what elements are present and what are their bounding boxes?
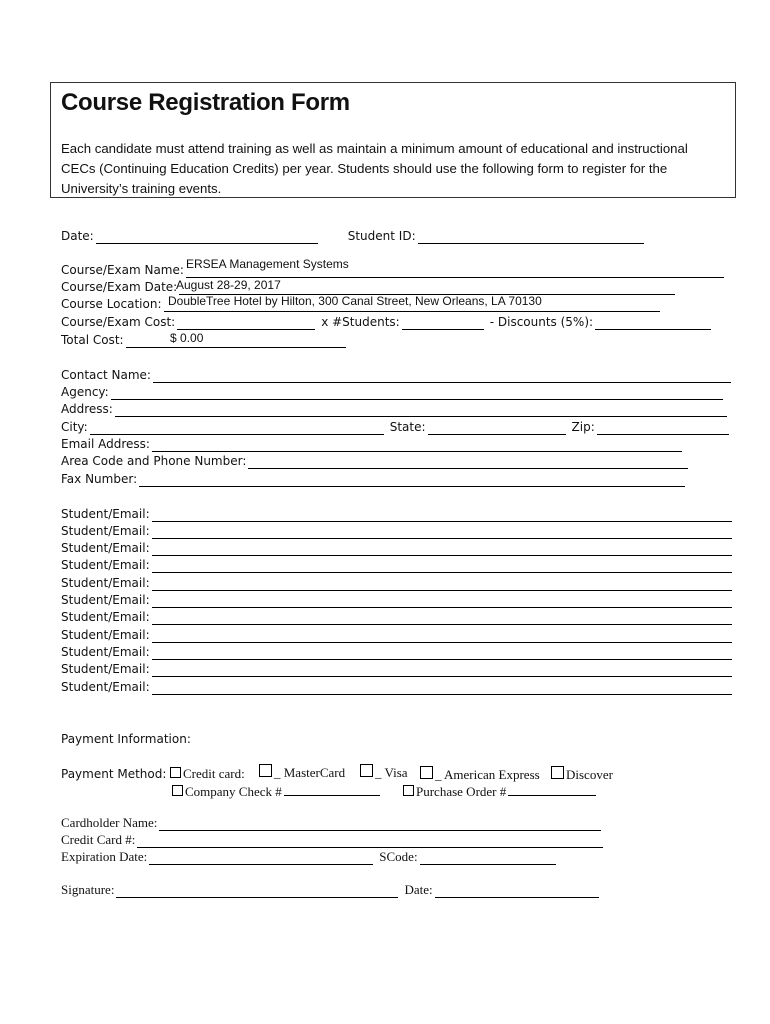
- signature-field[interactable]: [116, 884, 398, 898]
- expiration-label: Expiration Date:: [61, 849, 148, 864]
- payment-method-label: Payment Method:: [61, 767, 167, 781]
- email-row: [61, 436, 682, 452]
- purchase-order-option[interactable]: [403, 783, 596, 800]
- address-label: Address:: [61, 402, 113, 416]
- expiration-row: [61, 849, 556, 865]
- visa-label: _ Visa: [375, 765, 408, 780]
- company-check-label: Company Check #: [185, 784, 282, 799]
- signature-date-field[interactable]: [435, 884, 599, 898]
- phone-label: Area Code and Phone Number:: [61, 454, 247, 468]
- cost-row: [61, 314, 711, 330]
- student-id-label: Student ID:: [347, 229, 416, 243]
- course-cost-label: Course/Exam Cost:: [61, 315, 176, 329]
- course-location-label: Course Location:: [61, 297, 162, 311]
- header-box: [50, 82, 736, 198]
- date-field[interactable]: [96, 231, 318, 244]
- form-intro: Each candidate must attend training as well as maintain a minimum amount of educational and instructional CECs (Continuing Education Credits) per year. Students should use the following form to register for the University’s training events.: [61, 141, 688, 196]
- discounts-field[interactable]: [595, 317, 711, 330]
- course-name-row: [61, 262, 724, 278]
- student-email-label: Student/Email:: [61, 541, 150, 555]
- students-count-label: x #Students:: [321, 315, 400, 329]
- signature-row: [61, 882, 599, 898]
- expiration-field[interactable]: [149, 851, 373, 865]
- address-row: [61, 401, 727, 417]
- form-title: Course Registration Form: [61, 89, 350, 116]
- state-field[interactable]: [428, 422, 566, 435]
- city-row: [61, 419, 729, 435]
- student-email-label: Student/Email:: [61, 558, 150, 572]
- student-email-field[interactable]: [152, 664, 732, 677]
- contact-name-row: [61, 367, 731, 383]
- student-email-label: Student/Email:: [61, 680, 150, 694]
- purchase-order-number-field[interactable]: [508, 783, 596, 796]
- amex-checkbox[interactable]: [420, 766, 433, 779]
- student-email-row: [61, 540, 732, 556]
- discover-option[interactable]: [551, 766, 613, 783]
- fax-row: [61, 471, 685, 487]
- amex-label: _ American Express: [435, 767, 540, 782]
- company-check-checkbox[interactable]: [172, 785, 183, 796]
- cardholder-row: [61, 815, 601, 831]
- agency-field[interactable]: [111, 387, 723, 400]
- student-email-row: [61, 644, 732, 660]
- student-email-field[interactable]: [152, 509, 732, 522]
- phone-row: [61, 453, 688, 469]
- student-email-label: Student/Email:: [61, 593, 150, 607]
- discounts-label: - Discounts (5%):: [489, 315, 594, 329]
- mastercard-label: _ MasterCard: [274, 765, 346, 780]
- purchase-order-checkbox[interactable]: [403, 785, 414, 796]
- total-cost-label: Total Cost:: [61, 333, 124, 347]
- student-email-label: Student/Email:: [61, 524, 150, 538]
- zip-field[interactable]: [597, 422, 729, 435]
- credit-card-checkbox[interactable]: [170, 767, 181, 778]
- course-name-label: Course/Exam Name:: [61, 263, 184, 277]
- address-field[interactable]: [115, 404, 727, 417]
- student-email-field[interactable]: [152, 682, 732, 695]
- student-email-row: [61, 679, 732, 695]
- student-email-row: [61, 523, 732, 539]
- contact-name-label: Contact Name:: [61, 368, 151, 382]
- discover-label: Discover: [566, 767, 613, 782]
- total-cost-field[interactable]: [126, 335, 346, 348]
- student-email-field[interactable]: [152, 578, 732, 591]
- students-count-field[interactable]: [402, 317, 484, 330]
- phone-field[interactable]: [248, 456, 688, 469]
- student-email-row: [61, 557, 732, 573]
- payment-heading: Payment Information:: [61, 732, 191, 746]
- total-cost-value: $ 0.00: [170, 331, 204, 345]
- contact-name-field[interactable]: [153, 370, 731, 383]
- student-email-label: Student/Email:: [61, 662, 150, 676]
- student-email-field[interactable]: [152, 647, 732, 660]
- student-email-field[interactable]: [152, 543, 732, 556]
- cardholder-label: Cardholder Name:: [61, 815, 158, 830]
- student-email-label: Student/Email:: [61, 610, 150, 624]
- agency-label: Agency:: [61, 385, 109, 399]
- city-field[interactable]: [90, 422, 384, 435]
- fax-field[interactable]: [139, 474, 685, 487]
- scode-field[interactable]: [420, 851, 556, 865]
- student-email-row: [61, 661, 732, 677]
- fax-label: Fax Number:: [61, 472, 138, 486]
- card-number-label: Credit Card #:: [61, 832, 136, 847]
- company-check-option[interactable]: [172, 783, 380, 800]
- discover-checkbox[interactable]: [551, 766, 564, 779]
- student-email-label: Student/Email:: [61, 507, 150, 521]
- credit-card-option[interactable]: [170, 766, 245, 782]
- company-check-number-field[interactable]: [284, 783, 380, 796]
- email-label: Email Address:: [61, 437, 150, 451]
- scode-label: SCode:: [379, 849, 418, 864]
- visa-option[interactable]: [360, 764, 408, 781]
- student-email-field[interactable]: [152, 612, 732, 625]
- date-row: [61, 228, 644, 244]
- course-location-value: DoubleTree Hotel by Hilton, 300 Canal Street, New Orleans, LA 70130: [168, 294, 542, 308]
- student-email-field[interactable]: [152, 595, 732, 608]
- date-label: Date:: [61, 229, 94, 243]
- student-email-row: [61, 627, 732, 643]
- mastercard-option[interactable]: [259, 764, 345, 781]
- course-date-label: Course/Exam Date:: [61, 280, 178, 294]
- student-email-field[interactable]: [152, 560, 732, 573]
- student-email-row: [61, 609, 732, 625]
- cardholder-field[interactable]: [159, 817, 601, 831]
- state-label: State:: [389, 420, 426, 434]
- card-number-field[interactable]: [137, 834, 603, 848]
- course-date-value: August 28-29, 2017: [176, 278, 281, 292]
- city-label: City:: [61, 420, 88, 434]
- signature-date-label: Date:: [404, 882, 433, 897]
- visa-checkbox[interactable]: [360, 764, 373, 777]
- student-email-row: [61, 506, 732, 522]
- credit-card-label: Credit card:: [183, 766, 245, 781]
- purchase-order-label: Purchase Order #: [416, 784, 507, 799]
- student-email-label: Student/Email:: [61, 628, 150, 642]
- student-email-row: [61, 575, 732, 591]
- zip-label: Zip:: [571, 420, 595, 434]
- student-email-field[interactable]: [152, 630, 732, 643]
- student-email-field[interactable]: [152, 526, 732, 539]
- course-cost-field[interactable]: [177, 317, 315, 330]
- student-email-label: Student/Email:: [61, 645, 150, 659]
- mastercard-checkbox[interactable]: [259, 764, 272, 777]
- email-field[interactable]: [152, 439, 682, 452]
- signature-label: Signature:: [61, 882, 115, 897]
- student-email-row: [61, 592, 732, 608]
- card-number-row: [61, 832, 603, 848]
- course-date-row: [61, 279, 675, 295]
- amex-option[interactable]: [420, 766, 540, 783]
- student-email-label: Student/Email:: [61, 576, 150, 590]
- student-id-field[interactable]: [418, 231, 644, 244]
- course-name-value: ERSEA Management Systems: [186, 257, 349, 271]
- agency-row: [61, 384, 723, 400]
